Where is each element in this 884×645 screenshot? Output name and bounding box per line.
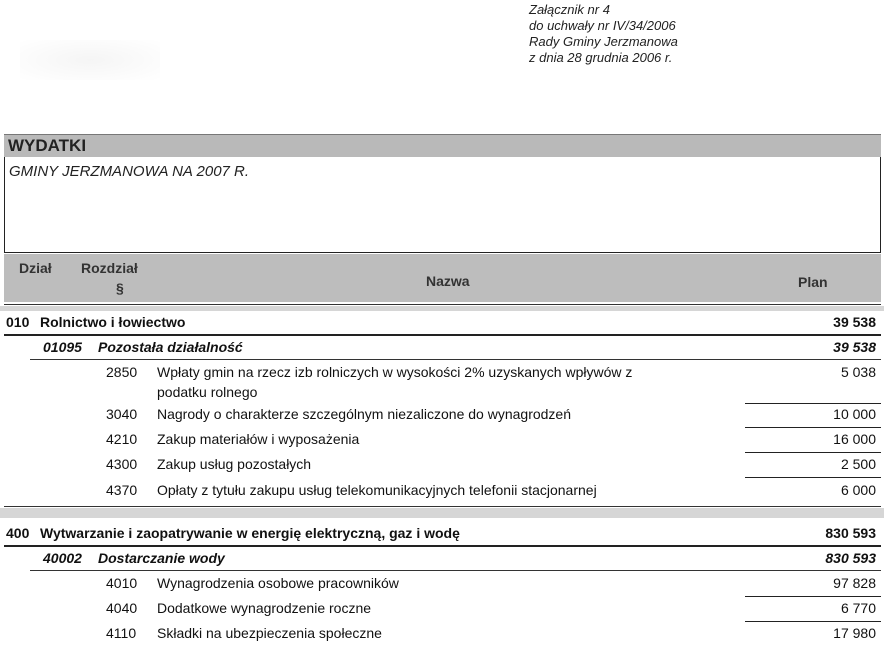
item-paragraf: 4210: [106, 431, 138, 447]
amount-divider: [745, 403, 881, 404]
item-name: Wpłaty gmin na rzecz izb rolniczych w wysokości 2% uzyskanych wpływów z: [157, 364, 633, 380]
header-rozdzial: Rozdział: [81, 260, 138, 276]
chapter-code: 01095: [43, 339, 82, 355]
item-row: [0, 431, 884, 451]
item-plan: 5 038: [840, 364, 876, 380]
item-plan: 10 000: [833, 406, 876, 422]
item-paragraf: 3040: [106, 406, 138, 422]
annex-line: Załącznik nr 4: [529, 2, 610, 17]
item-row: [0, 456, 884, 476]
section-name: Wytwarzanie i zaopatrywanie w energię elektryczną, gaz i wodę: [40, 525, 460, 541]
annex-note: [529, 2, 829, 66]
header-paragraf: §: [116, 280, 124, 296]
item-plan: 16 000: [833, 431, 876, 447]
amount-divider: [745, 427, 881, 428]
item-paragraf: 4300: [106, 456, 138, 472]
item-paragraf: 4370: [106, 482, 138, 498]
item-row: [0, 364, 884, 404]
document-title-bar: [4, 134, 881, 157]
chapter-row: [0, 550, 884, 570]
section-code: 400: [6, 525, 30, 541]
annex-line: do uchwały nr IV/34/2006: [529, 18, 676, 33]
item-name: Nagrody o charakterze szczególnym niezaliczone do wynagrodzeń: [157, 406, 571, 422]
chapter-row: [0, 339, 884, 359]
amount-divider: [745, 452, 881, 453]
header-plan: Plan: [798, 274, 828, 290]
section-row: [0, 525, 884, 545]
item-row: [0, 625, 884, 645]
item-paragraf: 4010: [106, 575, 138, 591]
item-row: [0, 600, 884, 620]
section-plan: 830 593: [825, 525, 876, 541]
table-header: [4, 254, 881, 302]
subtitle-box: [4, 157, 881, 253]
section-name: Rolnictwo i łowiectwo: [40, 314, 186, 330]
divider-band: [0, 508, 884, 518]
divider: [4, 334, 881, 336]
header-nazwa: Nazwa: [426, 273, 470, 289]
item-paragraf: 2850: [106, 364, 138, 380]
chapter-plan: 830 593: [825, 550, 876, 566]
document-subtitle: GMINY JERZMANOWA NA 2007 R.: [9, 163, 250, 180]
item-row: [0, 575, 884, 595]
scan-artifact: [20, 40, 160, 80]
chapter-plan: 39 538: [833, 339, 876, 355]
item-row: [0, 482, 884, 502]
section-row: [0, 314, 884, 334]
item-name: Zakup usług pozostałych: [157, 456, 312, 472]
item-row: [0, 406, 884, 426]
annex-line: Rady Gminy Jerzmanowa: [529, 34, 678, 49]
document-title: WYDATKI: [8, 136, 87, 155]
item-name: Wynagrodzenia osobowe pracowników: [157, 575, 399, 591]
item-paragraf: 4040: [106, 600, 138, 616]
annex-line: z dnia 28 grudnia 2006 r.: [529, 50, 673, 65]
chapter-code: 40002: [43, 550, 82, 566]
chapter-name: Dostarczanie wody: [98, 550, 225, 566]
item-plan: 2 500: [840, 456, 876, 472]
chapter-name: Pozostała działalność: [98, 339, 243, 355]
item-name-continued: podatku rolnego: [157, 384, 258, 400]
item-name: Dodatkowe wynagrodzenie roczne: [157, 600, 372, 616]
divider: [30, 570, 881, 571]
divider-band: [0, 306, 884, 311]
item-plan: 97 828: [833, 575, 876, 591]
amount-divider: [745, 621, 881, 622]
item-name: Składki na ubezpieczenia społeczne: [157, 625, 382, 641]
divider: [4, 545, 881, 547]
item-name: Opłaty z tytułu zakupu usług telekomunikacyjnych telefonii stacjonarnej: [157, 482, 597, 498]
amount-divider: [745, 477, 881, 478]
item-plan: 17 980: [833, 625, 876, 641]
item-name: Zakup materiałów i wyposażenia: [157, 431, 360, 447]
header-dzial: Dział: [19, 260, 52, 276]
section-code: 010: [6, 314, 30, 330]
divider: [4, 506, 881, 507]
item-plan: 6 770: [840, 600, 876, 616]
item-paragraf: 4110: [106, 625, 137, 641]
item-plan: 6 000: [840, 482, 876, 498]
amount-divider: [745, 596, 881, 597]
divider: [30, 359, 881, 360]
section-plan: 39 538: [833, 314, 876, 330]
divider: [4, 304, 881, 305]
